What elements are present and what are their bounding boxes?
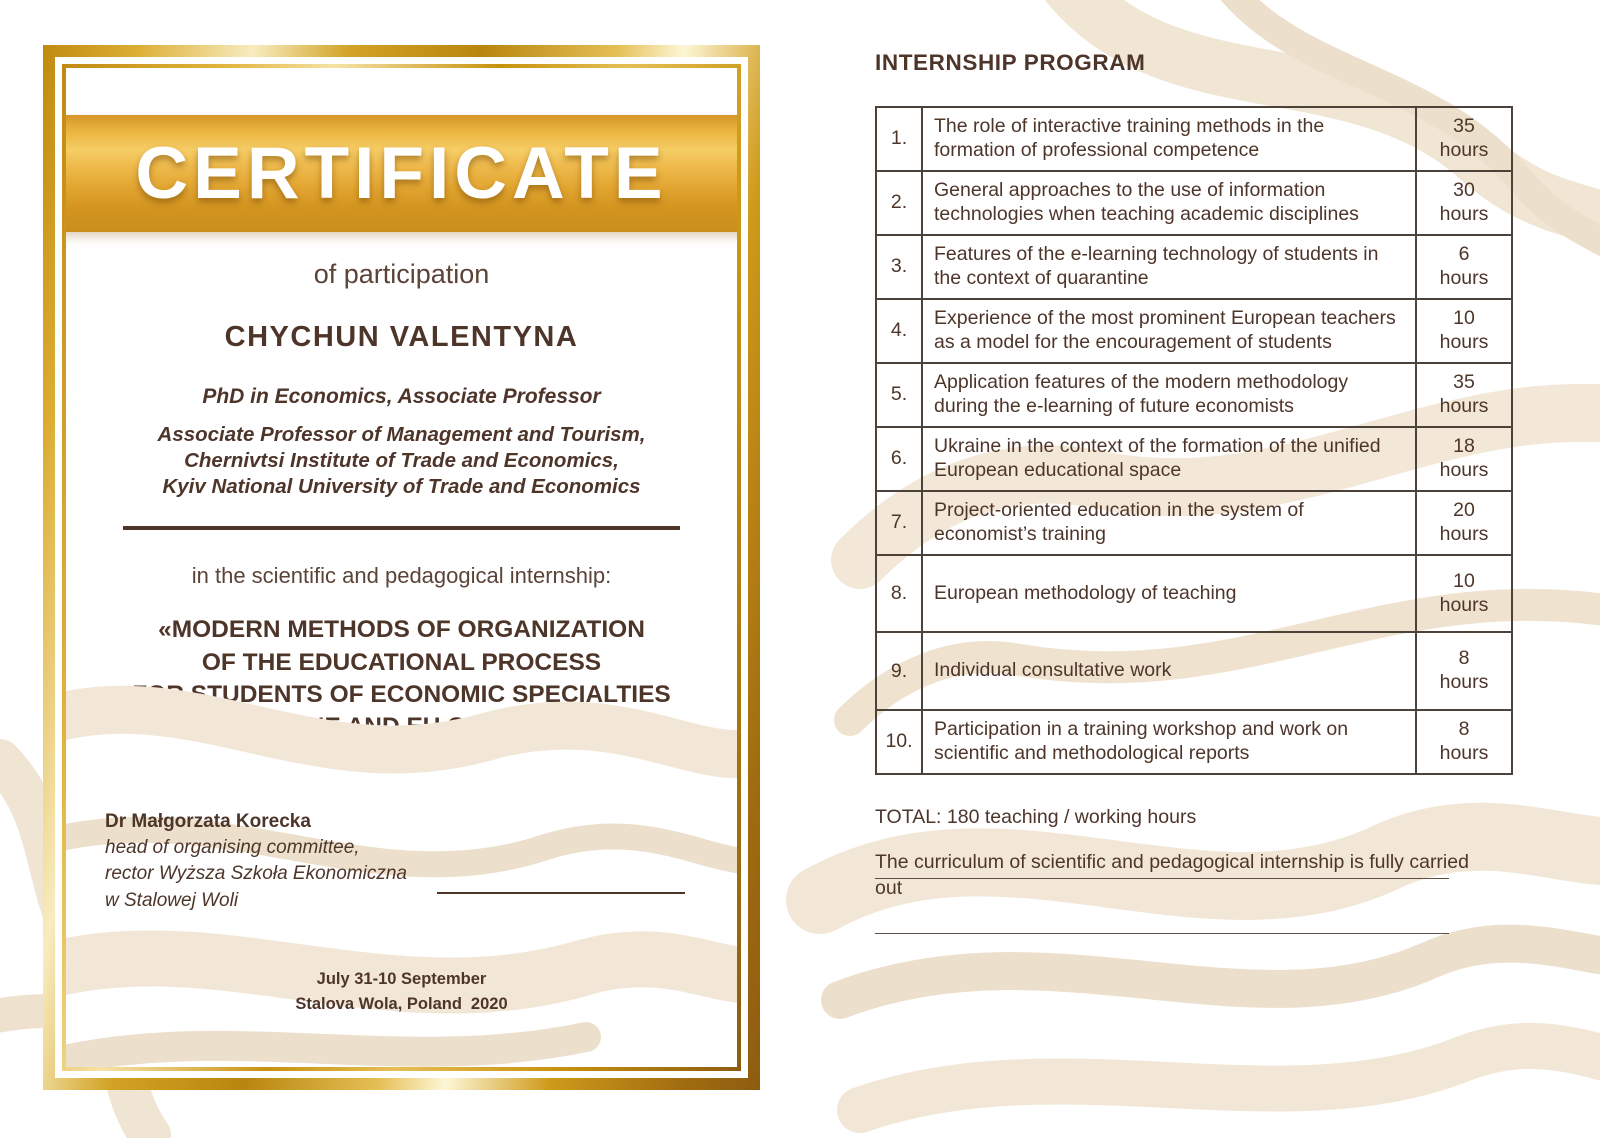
row-number: 4. [876,299,922,363]
gold-frame-inner [62,64,741,1071]
signatory-name: Dr Małgorzata Korecka [105,811,311,832]
gold-frame-gap [55,57,748,1078]
table-row [876,632,1512,710]
table-row [876,171,1512,235]
row-topic: Application features of the modern methodology during the e-learning of future economists [922,363,1416,427]
hours-unit: hours [1439,593,1489,616]
row-hours [1416,427,1512,491]
row-number: 10. [876,710,922,774]
row-number: 5. [876,363,922,427]
row-hours [1416,555,1512,633]
hours-unit: hours [1439,741,1489,764]
table-row [876,235,1512,299]
gold-frame-outer [43,45,760,1090]
affiliation-line: Associate Professor of Management and Tourism, [157,423,646,446]
row-hours [1416,710,1512,774]
hours-value: 20 [1453,499,1475,522]
row-number: 6. [876,427,922,491]
signature-rule-2 [875,933,1449,934]
hours-unit: hours [1439,138,1489,161]
hours-value: 10 [1453,569,1475,592]
internship-title-line: IN UKRAINE AND EU COUNTRIES» [197,713,606,741]
table-row [876,363,1512,427]
hours-value: 35 [1453,115,1475,138]
certificate-content [66,68,737,1067]
recipient-name: CHYCHUN VALENTYNA [224,321,579,353]
affiliation-line: Chernivtsi Institute of Trade and Economics, [184,448,619,472]
row-topic: Features of the e-learning technology of students in the context of quarantine [922,235,1416,299]
internship-title [66,614,737,743]
row-hours [1416,491,1512,555]
certificate-panel [43,45,760,1090]
hours-unit: hours [1439,266,1489,289]
internship-program-panel [875,50,1503,901]
hours-value: 6 [1458,243,1470,266]
row-hours [1416,363,1512,427]
signatory-role: head of organising committee, [105,837,360,859]
curriculum-note: The curriculum of scientific and pedagogical internship is fully carried out [875,850,1469,899]
divider-rule [123,526,680,530]
hours-value: 18 [1453,435,1475,458]
recipient-affiliation [66,422,737,499]
row-topic: Individual consultative work [922,632,1416,710]
row-hours [1416,632,1512,710]
certificate-banner [66,115,737,232]
total-hours: TOTAL: 180 teaching / working hours [875,805,1197,828]
hours-unit: hours [1439,458,1489,481]
row-topic: Ukraine in the context of the formation of the unified European educational space [922,427,1416,491]
signatory-block [105,809,407,914]
hours-value: 35 [1453,371,1475,394]
hours-unit: hours [1439,522,1489,545]
program-heading: INTERNSHIP PROGRAM [875,50,1146,75]
row-hours [1416,299,1512,363]
internship-intro: in the scientific and pedagogical internship: [191,563,612,589]
row-hours [1416,235,1512,299]
signatory-role: w Stalowej Woli [105,889,239,911]
row-number: 3. [876,235,922,299]
table-row [876,299,1512,363]
row-hours [1416,171,1512,235]
affiliation-line: Kyiv National University of Trade and Economics [162,474,641,498]
table-row [876,491,1512,555]
table-row [876,107,1512,171]
date-year: 2020 [470,994,508,1013]
certificate-title: CERTIFICATE [135,133,668,214]
certificate-subtitle: of participation [313,259,490,289]
date-place-year [66,992,737,1017]
hours-unit: hours [1439,394,1489,417]
hours-unit: hours [1439,671,1489,694]
date-range: July 31-10 September [316,970,487,988]
internship-title-line: OF THE EDUCATIONAL PROCESS [201,648,602,676]
internship-title-line: FOR STUDENTS OF ECONOMIC SPECIALTIES [132,681,671,709]
hours-value: 30 [1453,179,1475,202]
row-number: 2. [876,171,922,235]
row-topic: Experience of the most prominent European teachers as a model for the encouragement of students [922,299,1416,363]
row-number: 9. [876,632,922,710]
row-number: 7. [876,491,922,555]
internship-title-line: «MODERN METHODS OF ORGANIZATION [158,616,645,644]
row-number: 1. [876,107,922,171]
recipient-degree: PhD in Economics, Associate Professor [202,385,601,408]
hours-value: 10 [1453,307,1475,330]
signature-line [437,892,685,894]
hours-unit: hours [1439,330,1489,353]
row-topic: The role of interactive training methods in the formation of professional competence [922,107,1416,171]
row-number: 8. [876,555,922,633]
row-topic: Participation in a training workshop and work on scientific and methodological reports [922,710,1416,774]
table-row [876,710,1512,774]
row-topic: General approaches to the use of information technologies when teaching academic disciplines [922,171,1416,235]
row-topic: European methodology of teaching [922,555,1416,633]
row-hours [1416,107,1512,171]
hours-unit: hours [1439,202,1489,225]
signatory-role: rector Wyższa Szkoła Ekonomiczna [105,863,407,885]
row-topic: Project-oriented education in the system of economist’s training [922,491,1416,555]
hours-value: 8 [1458,647,1470,670]
date-place: Stalova Wola, Poland [295,994,462,1013]
program-table [875,106,1513,775]
table-row [876,555,1512,633]
date-block [66,967,737,1017]
hours-value: 8 [1458,718,1470,741]
table-row [876,427,1512,491]
signature-rule-1 [875,878,1449,879]
